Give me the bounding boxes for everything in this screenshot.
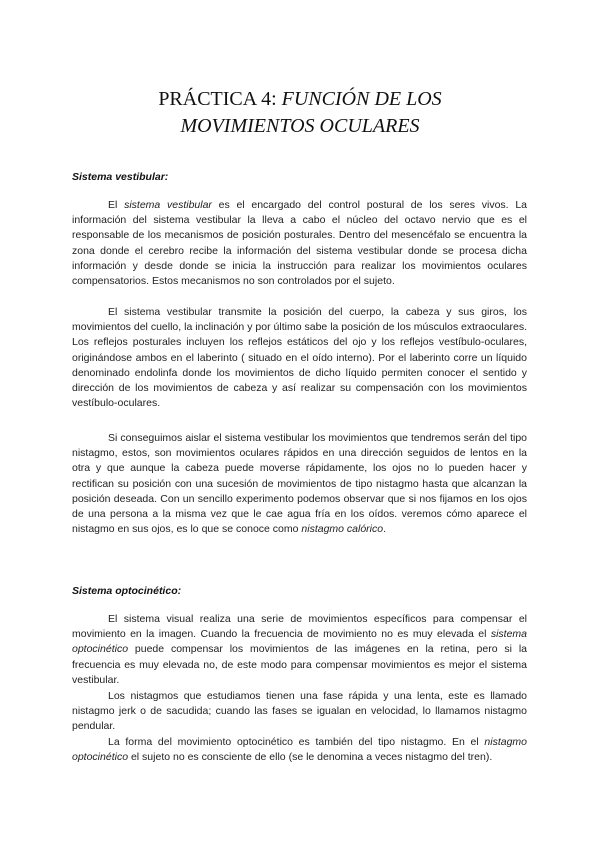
emphasis-term: sistema optocinético [72, 628, 527, 656]
paragraph-optocinetico-1 [72, 612, 527, 688]
title-topic-1: FUNCIÓN DE LOS [281, 88, 442, 110]
text-run: . [383, 523, 387, 536]
emphasis-term: nistagmo calórico [301, 523, 384, 536]
section-heading-vestibular: Sistema vestibular: [72, 171, 169, 183]
page-title [0, 86, 600, 140]
emphasis-term: nistagmo optocinético [72, 736, 527, 764]
text-run: El [108, 199, 125, 211]
section-heading-optocinetico: Sistema optocinético: [72, 585, 182, 597]
paragraph-vestibular-3 [72, 431, 527, 537]
paragraph-optocinetico-2 [72, 689, 527, 735]
paragraph-optocinetico-3 [72, 735, 527, 765]
text-run: es el encargado del control postural de los seres vivos. La información del sistema vestibular la lleva a cabo el núcleo del octavo nervio que es el responsable de los mecanismos de posición posturales. Dentro del mesencéfalo se encuentra la zona donde el cerebro recibe la información del sistema vestibular donde se procesa dicha información y desde donde se inicia la instrucción para realizar los movimientos oculares compensatorios. Estos mecanismos no son controlados por el sujeto. [72, 199, 527, 288]
text-run: La forma del movimiento optocinético es también del tipo nistagmo. En el [108, 736, 485, 748]
title-line-1 [0, 86, 600, 113]
text-run: el sujeto no es consciente de ello (se le denomina a veces nistagmo del tren). [128, 751, 493, 764]
paragraph-vestibular-2 [72, 305, 527, 411]
text-run: Los nistagmos que estudiamos tienen una fase rápida y una lenta, este es llamado nistagmo jerk o de sacudida; cuando las fases se igualan en velocidad, lo llamamos nistagmo pendular. [72, 690, 527, 733]
text-run: El sistema visual realiza una serie de movimientos específicos para compensar el movimiento en la imagen. Cuando la frecuencia de movimiento no es muy elevada el [72, 613, 527, 641]
title-practice: PRÁCTICA 4: [158, 88, 277, 110]
paragraph-vestibular-1 [72, 198, 527, 289]
text-run: El sistema vestibular transmite la posición del cuerpo, la cabeza y sus giros, los movimientos del cuello, la inclinación y por último sabe la posición de los músculos extraoculares. Los reflejos posturales incluyen los reflejos estáticos del ojo y los reflejos vestíbulo-oculares, originándose ambos en el laberinto ( situado en el oído interno). Por el laberinto corre un líquido denominado endolinfa donde los movimientos de dicho líquido permiten conocer el sentido y dirección de los movimientos de cabeza y así realizar su compensación con los movimientos vestíbulo-oculares. [72, 306, 527, 410]
text-run: puede compensar los movimientos de las imágenes en la retina, pero si la frecuencia es muy elevada no, de este modo para compensar movimientos es mejor el sistema vestibular. [72, 643, 527, 686]
title-topic-2: MOVIMIENTOS OCULARES [180, 115, 420, 137]
emphasis-term: sistema vestibular [124, 199, 212, 211]
text-run: Si conseguimos aislar el sistema vestibular los movimientos que tendremos serán del tipo nistagmo, estos, son movimientos oculares rápidos en una dirección seguidos de lentos en la otra y que aunque la cabeza puede moverse rápidamente, los ojos no lo pueden hacer y rectifican su posición con una sucesión de movimientos de tipo nistagmo hasta que alcanzan la posición deseada. Con un sencillo experimento podemos observar que si nos fijamos en los ojos de una persona a la misma vez que le cae agua fría en los oídos. veremos cómo aparece el nistagmo en sus ojos, es lo que se conoce como [72, 432, 527, 536]
